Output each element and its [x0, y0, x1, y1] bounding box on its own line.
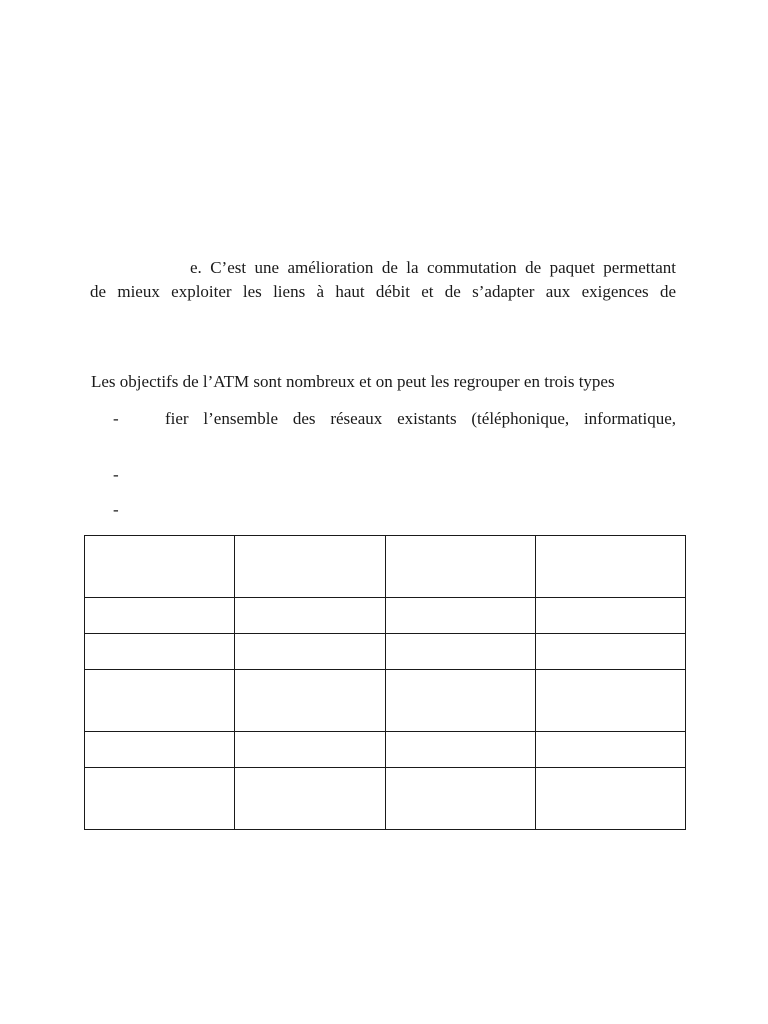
table-cell	[385, 670, 535, 732]
table-cell	[535, 634, 685, 670]
table-cell	[535, 768, 685, 830]
table-cell	[85, 732, 235, 768]
table-row	[85, 634, 686, 670]
table-cell	[535, 536, 685, 598]
table-row	[85, 536, 686, 598]
table-cell	[85, 670, 235, 732]
empty-table	[84, 535, 686, 830]
objectives-sentence: Les objectifs de l’ATM sont nombreux et on peut les regrouper en trois types	[91, 372, 615, 391]
table-row	[85, 670, 686, 732]
table-cell	[235, 598, 385, 634]
bullet-marker-1: -	[113, 409, 119, 428]
table-cell	[385, 768, 535, 830]
table-cell	[85, 768, 235, 830]
bullet-marker-3: -	[113, 500, 119, 519]
table-cell	[85, 634, 235, 670]
table-cell	[85, 536, 235, 598]
table-cell	[535, 732, 685, 768]
table-cell	[235, 732, 385, 768]
table-cell	[235, 634, 385, 670]
table-row	[85, 768, 686, 830]
table-cell	[235, 670, 385, 732]
table-cell	[235, 536, 385, 598]
table-cell	[535, 670, 685, 732]
bullet-text-1: fier l’ensemble des réseaux existants (téléphonique, informatique,	[165, 409, 676, 428]
table-cell	[385, 598, 535, 634]
table-cell	[385, 634, 535, 670]
intro-paragraph-line-2: de mieux exploiter les liens à haut débit et de s’adapter aux exigences de	[90, 282, 676, 301]
table-cell	[85, 598, 235, 634]
table-cell	[385, 732, 535, 768]
table-row	[85, 598, 686, 634]
table-cell	[535, 598, 685, 634]
intro-paragraph-line-1: e. C’est une amélioration de la commutation de paquet permettant	[190, 258, 676, 277]
bullet-marker-2: -	[113, 465, 119, 484]
table-row	[85, 732, 686, 768]
table-cell	[385, 536, 535, 598]
table-cell	[235, 768, 385, 830]
